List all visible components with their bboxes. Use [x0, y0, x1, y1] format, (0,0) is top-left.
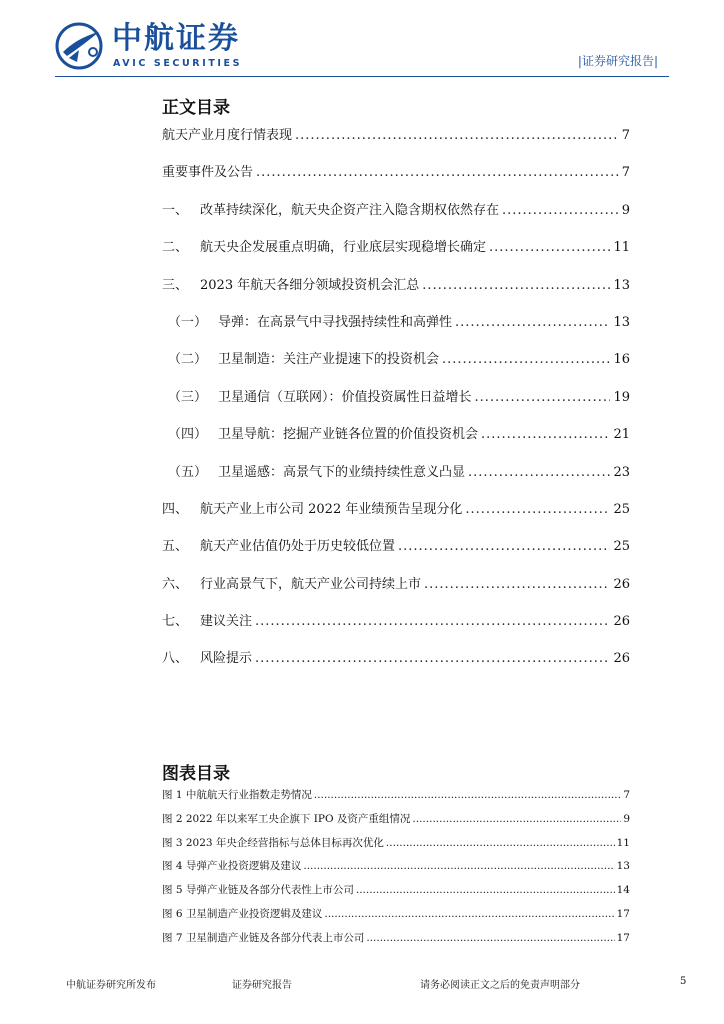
toc-entry-number: 五、 — [162, 539, 189, 555]
figure-entry[interactable] — [162, 930, 630, 954]
report-type-tag: |证券研究报告| — [577, 54, 658, 68]
toc-subentry[interactable] — [162, 423, 630, 460]
toc-entry-page: 7 — [621, 128, 630, 143]
toc-entry-number: 四、 — [162, 501, 189, 517]
figure-entry-page: 9 — [623, 812, 630, 825]
toc-subentry[interactable] — [162, 311, 630, 348]
toc-entry-label: 2023 年航天各细分领域投资机会汇总 — [200, 277, 420, 293]
figure-entry[interactable] — [162, 811, 630, 835]
figure-entry-page: 7 — [623, 789, 630, 801]
toc-entry-label: 航天产业估值仍处于历史较低位置 — [200, 539, 396, 555]
toc-entry-page: 26 — [613, 651, 630, 667]
toc-entry-label: 卫星制造：关注产业提速下的投资机会 — [218, 352, 440, 368]
toc-entry-number: 八、 — [162, 651, 189, 667]
toc-entry-label: 航天产业上市公司 2022 年业绩预告呈现分化 — [200, 501, 463, 517]
toc-entry-page: 26 — [613, 576, 630, 592]
toc-entry-page: 13 — [613, 314, 630, 330]
figure-entry-label: 图 1 中航航天行业指数走势情况 — [162, 789, 312, 801]
toc-entry-page: 19 — [613, 389, 630, 405]
toc-entry-number: 六、 — [162, 576, 189, 592]
toc-entry-page: 11 — [613, 240, 630, 256]
toc-subentry[interactable] — [162, 461, 630, 498]
footer-report-type: 证券研究报告 — [232, 980, 292, 991]
toc-entry-number: （三） — [168, 389, 208, 405]
toc-entry-page: 25 — [613, 539, 630, 555]
figure-entry[interactable] — [162, 858, 630, 882]
figure-entry[interactable] — [162, 906, 630, 930]
figure-entry-label: 图 6 卫星制造产业投资逻辑及建议 — [162, 907, 323, 920]
toc-entry[interactable] — [162, 199, 630, 236]
toc-entry-label: 航天产业月度行情表现 — [162, 128, 293, 143]
toc-entry-label: 改革持续深化，航天央企资产注入隐含期权依然存在 — [200, 202, 500, 218]
toc-entry-label: 建议关注 — [200, 614, 253, 630]
toc-entry-label: 卫星导航：挖掘产业链各位置的价值投资机会 — [218, 427, 479, 443]
toc-entry-label: 航天央企发展重点明确，行业底层实现稳增长确定 — [200, 240, 487, 256]
avic-logo-icon — [55, 22, 103, 70]
toc-entry[interactable] — [162, 236, 630, 273]
toc-entry-label: 卫星遥感：高景气下的业绩持续性意义凸显 — [218, 464, 466, 480]
figure-entry-label: 图 2 2022 年以来军工央企旗下 IPO 及资产重组情况 — [162, 812, 411, 825]
toc-entry-number: 三、 — [162, 277, 189, 293]
footer-page-number: 5 — [680, 976, 687, 987]
toc-entry-label: 行业高景气下，航天产业公司持续上市 — [200, 576, 422, 592]
toc-entry-page: 26 — [613, 614, 630, 630]
logo-english-name: AVIC SECURITIES — [113, 58, 243, 69]
figure-entry-page: 13 — [616, 860, 630, 873]
figure-entry[interactable] — [162, 882, 630, 906]
figure-list — [162, 787, 630, 954]
header-divider — [55, 76, 669, 77]
toc-entry-number: 一、 — [162, 202, 189, 218]
toc-entry[interactable] — [162, 647, 630, 684]
toc-entry-number: 二、 — [162, 240, 189, 256]
toc-entry-number: （五） — [168, 464, 208, 480]
figure-entry[interactable] — [162, 835, 630, 859]
toc-entry-number: 七、 — [162, 614, 189, 630]
toc-entry-number: （一） — [168, 314, 208, 330]
figure-entry-label: 图 3 2023 年央企经营指标与总体目标再次优化 — [162, 836, 384, 849]
toc-entry[interactable] — [162, 161, 630, 198]
toc-entry-label: 卫星通信（互联网）：价值投资属性日益增长 — [218, 389, 472, 405]
toc-entry[interactable] — [162, 610, 630, 647]
toc-entry[interactable] — [162, 274, 630, 311]
toc-entry-number: （二） — [168, 352, 208, 368]
toc-entry-page: 23 — [613, 464, 630, 480]
footer-publisher: 中航证券研究所发布 — [66, 980, 156, 991]
toc-entry-label: 重要事件及公告 — [162, 165, 254, 181]
figure-entry[interactable] — [162, 787, 630, 811]
page-header — [0, 0, 724, 82]
toc-entry-page: 7 — [621, 165, 630, 181]
toc-entry-page: 21 — [613, 427, 630, 443]
toc-subentry[interactable] — [162, 386, 630, 423]
figure-entry-page: 11 — [616, 836, 630, 849]
toc-entry-page: 13 — [613, 277, 630, 293]
toc-subentry[interactable] — [162, 348, 630, 385]
logo-chinese-name: 中航证券 — [112, 21, 240, 56]
toc-entry-label: 导弹：在高景气中寻找强持续性和高弹性 — [218, 314, 453, 330]
toc-entry-page: 25 — [613, 501, 630, 517]
table-of-contents — [162, 124, 630, 685]
toc-entry-page: 16 — [613, 352, 630, 368]
figure-entry-page: 14 — [616, 884, 630, 897]
figure-entry-label: 图 4 导弹产业投资逻辑及建议 — [162, 860, 302, 873]
toc-entry-number: （四） — [168, 427, 208, 443]
toc-entry[interactable] — [162, 124, 630, 161]
toc-entry[interactable] — [162, 498, 630, 535]
toc-entry[interactable] — [162, 535, 630, 572]
toc-entry[interactable] — [162, 573, 630, 610]
toc-title: 正文目录 — [162, 98, 230, 118]
figure-list-title: 图表目录 — [162, 764, 230, 784]
figure-entry-label: 图 7 卫星制造产业链及各部分代表上市公司 — [162, 931, 365, 944]
figure-entry-page: 17 — [616, 931, 630, 944]
figure-entry-page: 17 — [616, 907, 630, 920]
toc-entry-label: 风险提示 — [200, 651, 253, 667]
toc-entry-page: 9 — [621, 202, 630, 218]
footer-disclaimer: 请务必阅读正文之后的免责声明部分 — [420, 980, 580, 991]
figure-entry-label: 图 5 导弹产业链及各部分代表性上市公司 — [162, 884, 354, 897]
